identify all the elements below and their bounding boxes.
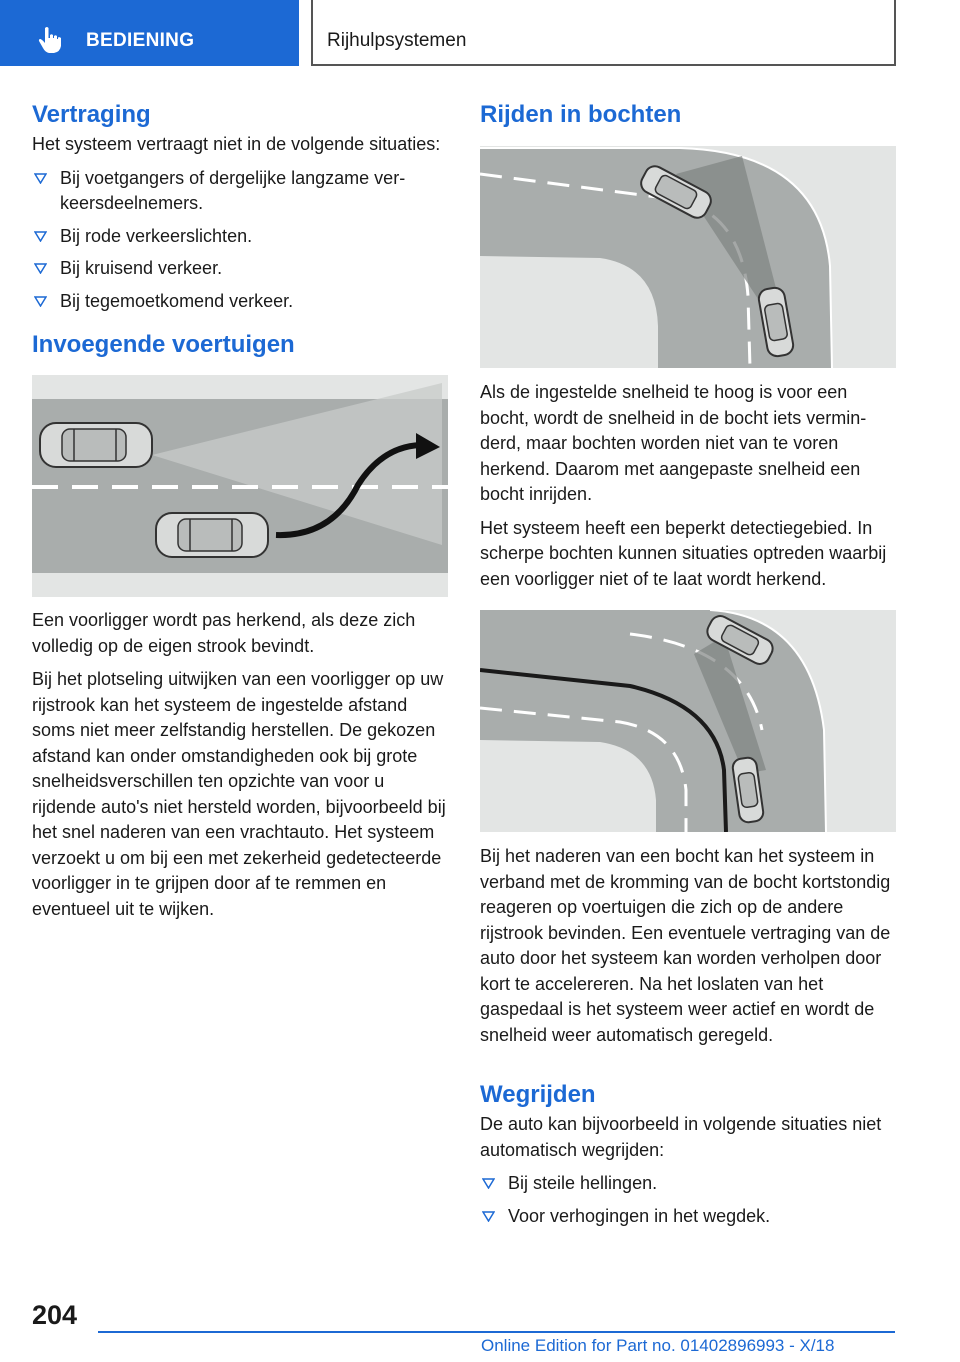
- section-tab: [0, 0, 299, 66]
- car-front-icon: [40, 423, 152, 467]
- wegrijden-list: [480, 1171, 898, 1229]
- triangle-bullet-icon: [34, 173, 47, 184]
- bochten-p2: Het systeem heeft een beperkt detectiegebied. In scherpe bochten kunnen situaties optreden waarbij een voorligger niet of te laat wordt herkend.: [480, 517, 887, 589]
- heading-invoegende: Invoegende voertuigen: [32, 331, 295, 358]
- triangle-bullet-icon: [34, 231, 47, 242]
- list-item: Bij steile hellingen.: [480, 1171, 898, 1197]
- list-item: Bij voetgangers of dergelijke langzame verkeersdeelnemers.: [32, 166, 450, 217]
- illustration-merging-vehicle: [32, 375, 448, 597]
- vertraging-intro: Het systeem vertraagt niet in de volgende situaties:: [32, 134, 441, 154]
- bochten-p1: Als de ingestelde snelheid te hoog is voor een bocht, wordt de snelheid in de bocht iets verminderd, maar bochten worden niet van te voren herkend. Daarom met aangepaste snelheid een bocht inrijden.: [480, 382, 867, 504]
- bochten-p3: Bij het naderen van een bocht kan het systeem in verband met de kromming van de bocht kortstondig reageren op voertuigen die zich op de andere rijstrook bevinden. Een eventuele vertraging van de auto door het systeem kan worden verholpen door kort te accelereren. Na het loslaten van het gaspedaal is het systeem weer actief en wordt de snelheid weer automatisch geregeld.: [480, 846, 891, 1045]
- triangle-bullet-icon: [34, 263, 47, 274]
- page-number: 204: [32, 1300, 78, 1330]
- right-column: [480, 100, 898, 1236]
- invoegende-p1: Een voorligger wordt pas herkend, als deze zich volledig op de eigen strook bevindt.: [32, 610, 416, 656]
- triangle-bullet-icon: [482, 1178, 495, 1189]
- triangle-bullet-icon: [482, 1211, 495, 1222]
- chapter-title: Rijhulpsystemen: [327, 30, 467, 51]
- list-item: Bij kruisend verkeer.: [32, 256, 450, 282]
- chapter-header: [311, 0, 896, 66]
- triangle-bullet-icon: [34, 296, 47, 307]
- heading-vertraging: Vertraging: [32, 101, 151, 128]
- heading-bochten: Rijden in bochten: [480, 101, 682, 128]
- illustration-curve-adjacent-lane: [480, 610, 896, 832]
- footer-edition: Online Edition for Part no. 01402896993 - X/18: [481, 1336, 835, 1355]
- car-merging-icon: [156, 513, 268, 557]
- heading-wegrijden: Wegrijden: [480, 1081, 596, 1108]
- list-item: Voor verhogingen in het wegdek.: [480, 1204, 898, 1230]
- illustration-curve-detection: [480, 146, 896, 368]
- hand-pointer-icon: [36, 26, 66, 54]
- wegrijden-intro: De auto kan bijvoorbeeld in volgende situaties niet automatisch wegrijden:: [480, 1114, 882, 1160]
- left-column: [32, 100, 450, 922]
- section-title: BEDIENING: [86, 30, 195, 51]
- footer-divider: [98, 1331, 895, 1333]
- invoegende-p2: Bij het plotseling uitwijken van een voorligger op uw rijstrook kan het systeem de ingestelde afstand soms niet meer zelfstandig herstellen. De gekozen afstand kan onder omstandigheden ook bij grote snelheidsverschillen ten opzichte van voor u rijdende auto's niet hersteld worden, bijvoorbeeld bij het snel naderen van een vrachtauto. Het systeem verzoekt u om bij een met zekerheid gedetecteerde voorligger in te grijpen door af te remmen en eventueel uit te wijken.: [32, 669, 446, 919]
- vertraging-list: [32, 166, 450, 315]
- list-item: Bij rode verkeerslichten.: [32, 224, 450, 250]
- list-item: Bij tegemoetkomend verkeer.: [32, 289, 450, 315]
